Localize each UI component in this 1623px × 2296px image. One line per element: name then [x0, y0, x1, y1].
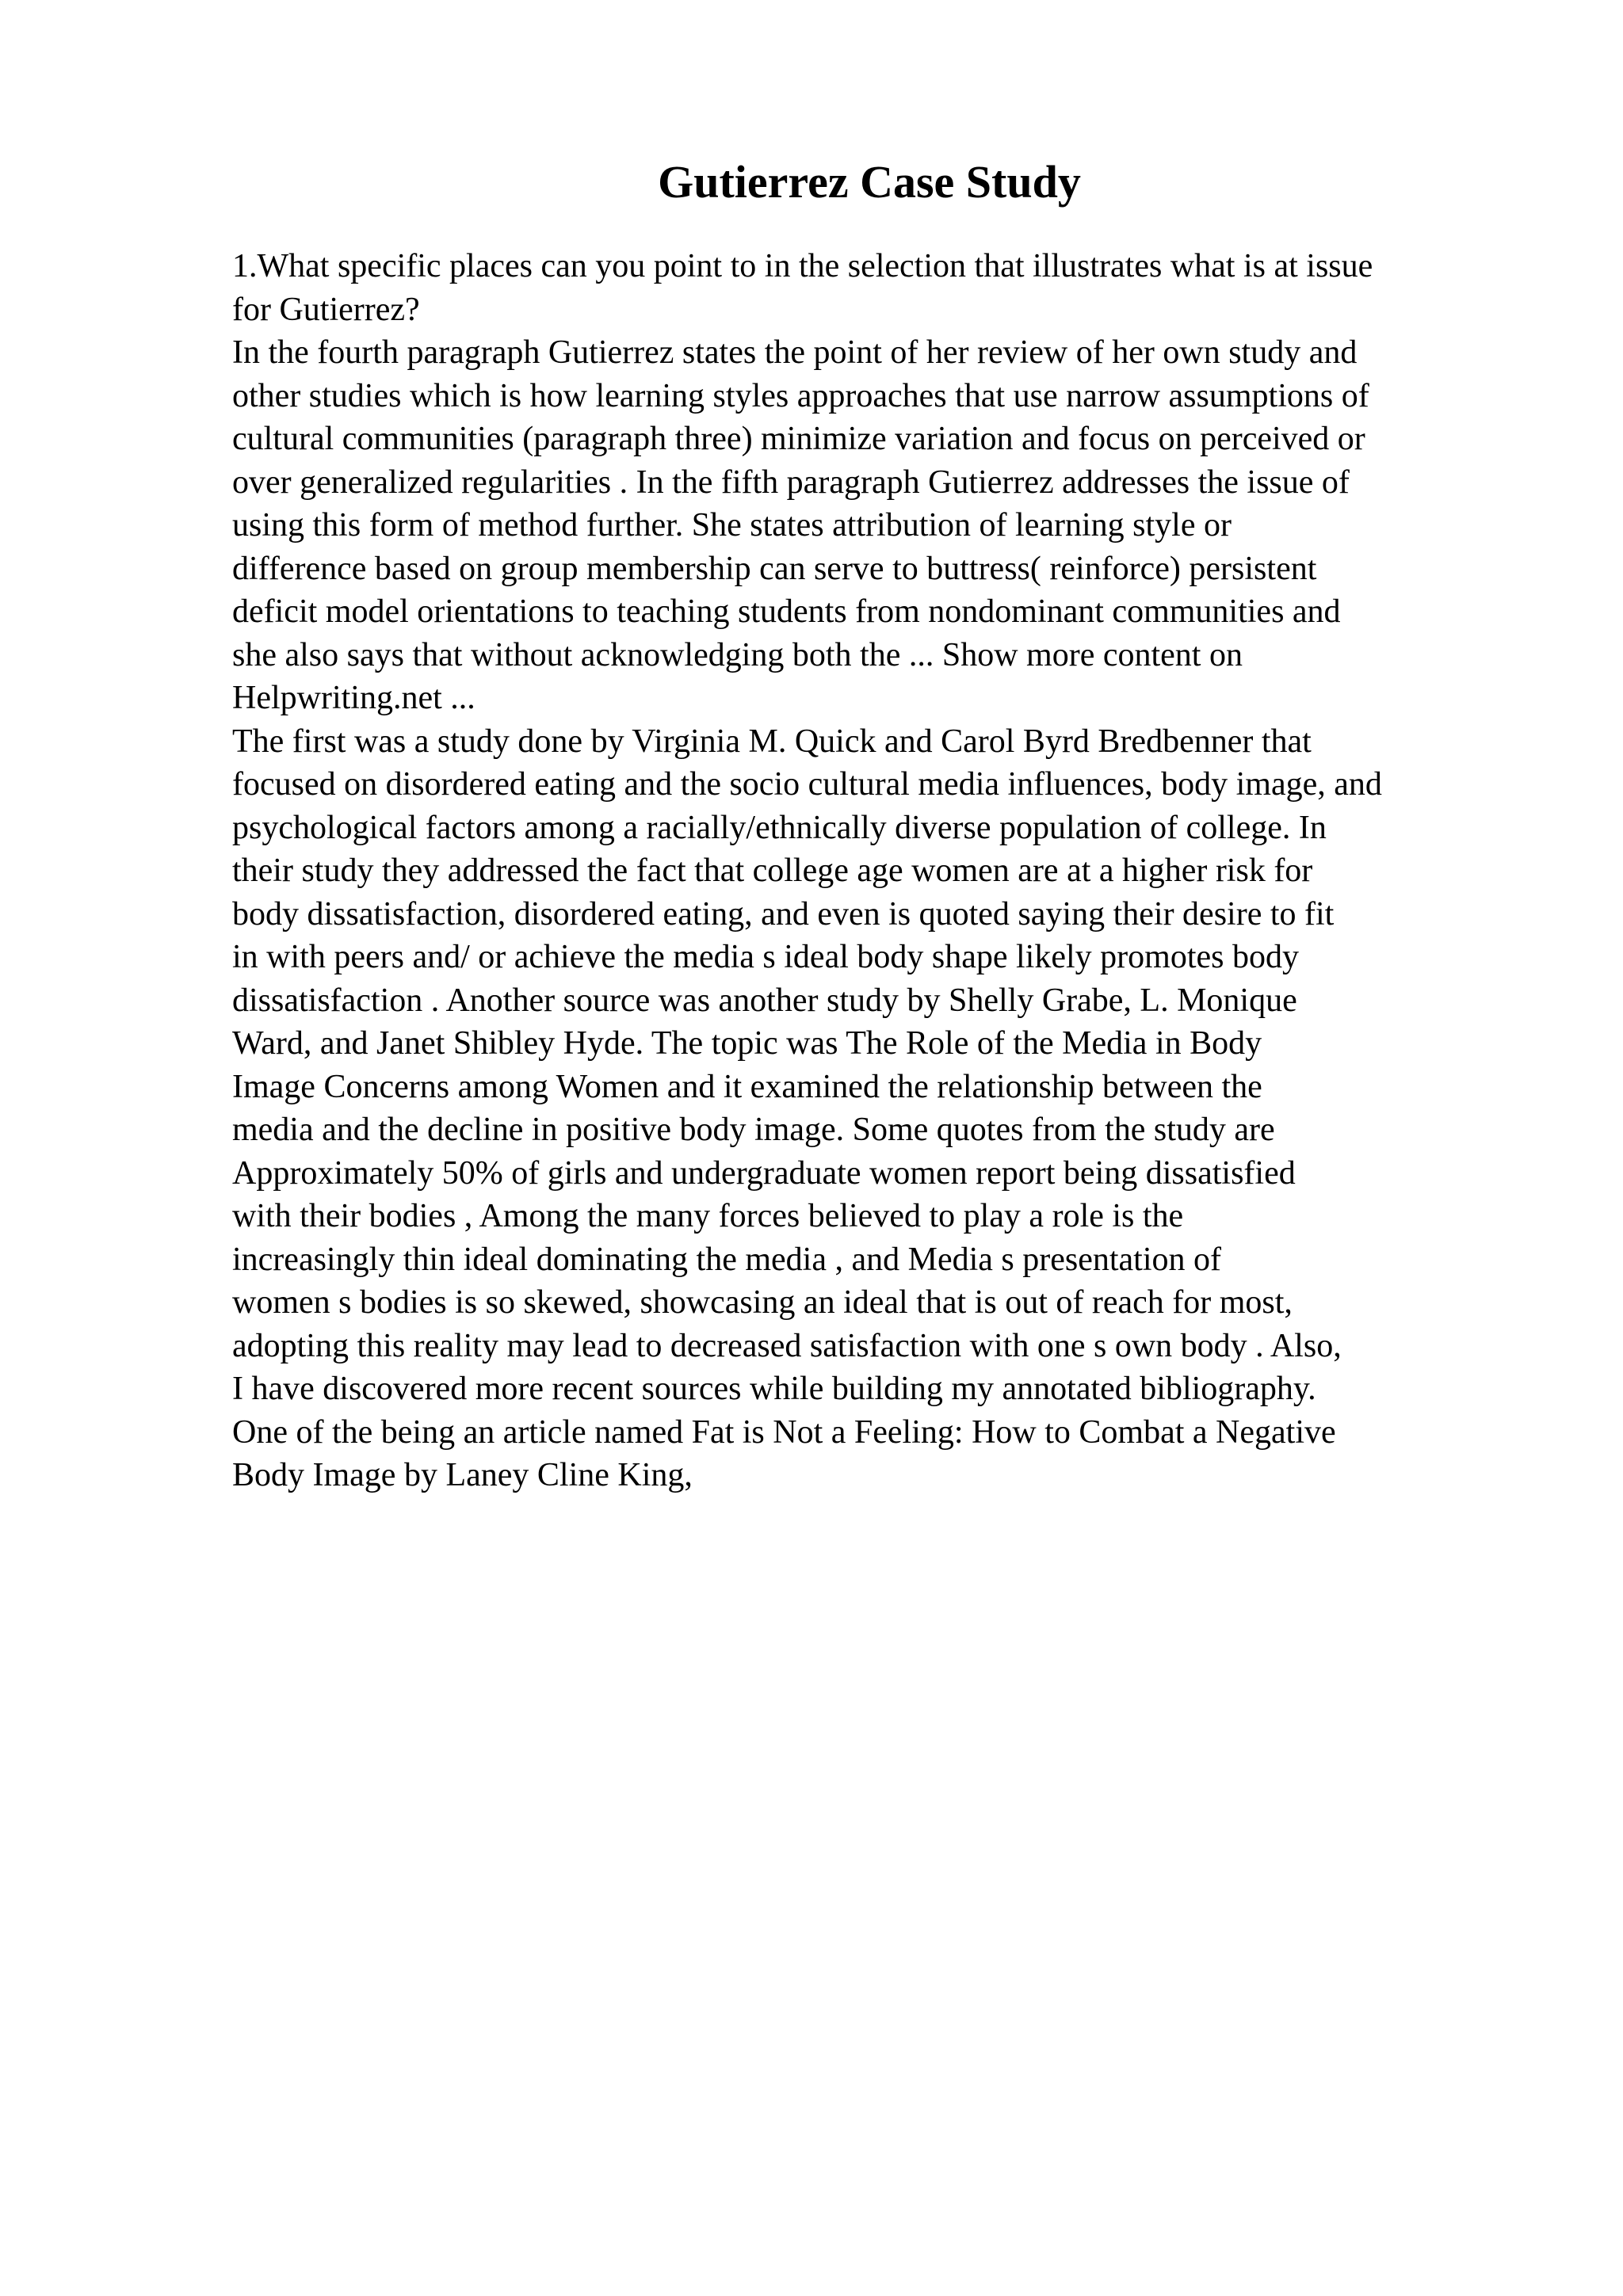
body-line: Ward, and Janet Shibley Hyde. The topic was The Role of the Media in Body	[232, 1025, 1262, 1062]
body-line: dissatisfaction . Another source was another study by Shelly Grabe, L. Monique	[232, 982, 1297, 1019]
body-line: Helpwriting.net ...	[232, 680, 475, 716]
document-body	[232, 245, 1548, 1497]
body-line: deficit model orientations to teaching students from nondominant communities and	[232, 593, 1341, 630]
body-line: other studies which is how learning styles approaches that use narrow assumptions of	[232, 377, 1369, 414]
body-line: women s bodies is so skewed, showcasing an ideal that is out of reach for most,	[232, 1284, 1293, 1321]
document-title: Gutierrez Case Study	[658, 156, 1081, 208]
body-line: In the fourth paragraph Gutierrez states the point of her review of her own study and	[232, 334, 1358, 371]
body-line: The first was a study done by Virginia M. Quick and Carol Byrd Bredbenner that	[232, 723, 1312, 760]
body-line: Image Concerns among Women and it examined the relationship between the	[232, 1068, 1262, 1105]
body-line: in with peers and/ or achieve the media s ideal body shape likely promotes body	[232, 939, 1299, 975]
body-line: body dissatisfaction, disordered eating, and even is quoted saying their desire to fit	[232, 895, 1335, 933]
body-line: increasingly thin ideal dominating the media , and Media s presentation of	[232, 1241, 1222, 1278]
body-line: difference based on group membership can serve to buttress( reinforce) persistent	[232, 550, 1317, 587]
body-line: 1.What specific places can you point to in the selection that illustrates what is at issue	[232, 248, 1373, 284]
body-line: I have discovered more recent sources while building my annotated bibliography.	[232, 1371, 1316, 1407]
body-line: their study they addressed the fact that college age women are at a higher risk for	[232, 852, 1313, 889]
body-line: media and the decline in positive body image. Some quotes from the study are	[232, 1112, 1275, 1148]
body-line: for Gutierrez?	[232, 291, 420, 328]
body-line: One of the being an article named Fat is Not a Feeling: How to Combat a Negative	[232, 1413, 1336, 1451]
body-line: adopting this reality may lead to decreased satisfaction with one s own body . Also,	[232, 1327, 1342, 1364]
body-line: psychological factors among a racially/ethnically diverse population of college. In	[232, 809, 1327, 846]
body-line: over generalized regularities . In the fifth paragraph Gutierrez addresses the issue of	[232, 463, 1350, 501]
body-line: she also says that without acknowledging both the ... Show more content on	[232, 636, 1243, 673]
body-line: Body Image by Laney Cline King,	[232, 1457, 693, 1493]
body-line: focused on disordered eating and the socio cultural media influences, body image, and	[232, 766, 1382, 803]
body-line: cultural communities (paragraph three) minimize variation and focus on perceived or	[232, 421, 1365, 457]
body-line: with their bodies , Among the many forces believed to play a role is the	[232, 1198, 1184, 1234]
body-line: using this form of method further. She states attribution of learning style or	[232, 507, 1232, 543]
body-line: Approximately 50% of girls and undergraduate women report being dissatisfied	[232, 1154, 1296, 1192]
